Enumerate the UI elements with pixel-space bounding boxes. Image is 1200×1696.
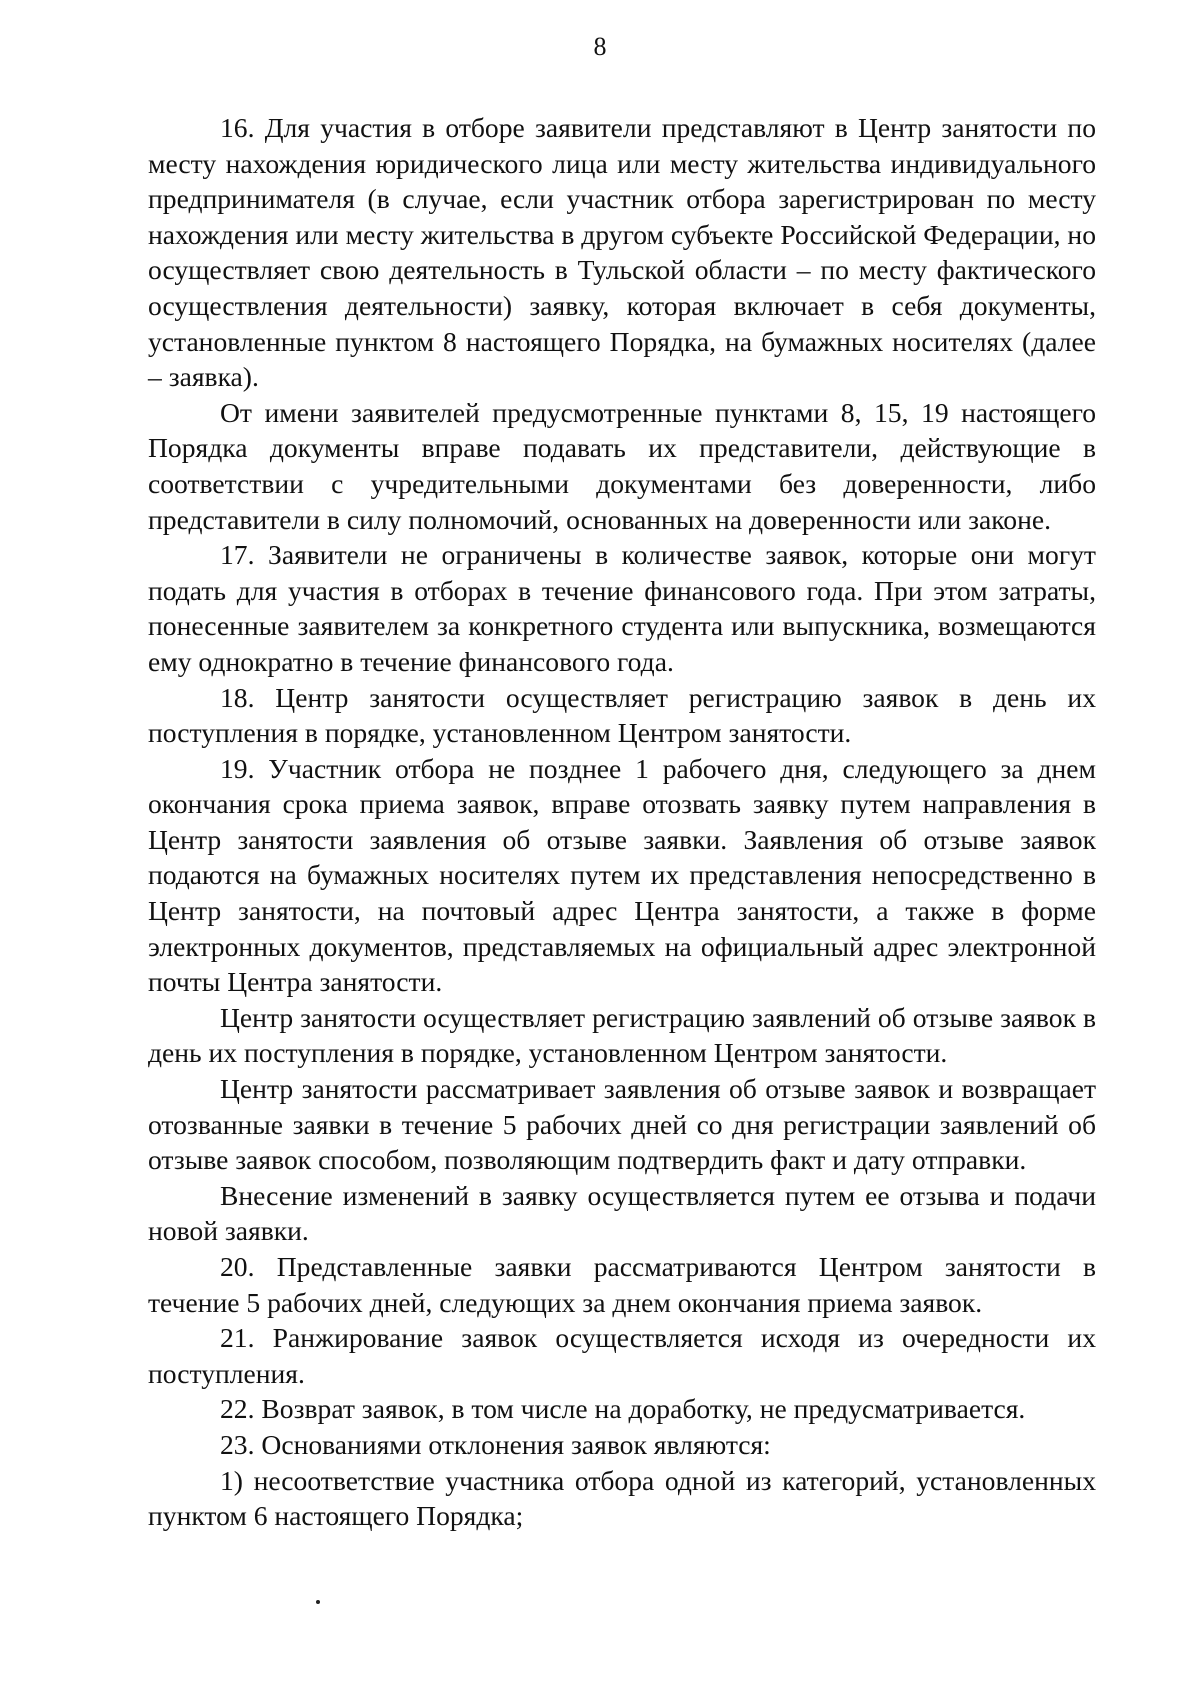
paragraph-amendments: Внесение изменений в заявку осуществляется путем ее отзыва и подачи новой заявки. bbox=[148, 1179, 1096, 1247]
paragraph-representatives: От имени заявителей предусмотренные пунктами 8, 15, 19 настоящего Порядка документы вправе подавать их представители, действующие в соответствии с учредительными документами без доверенности, либо представители в силу полномочий, основанных на доверенности или законе. bbox=[148, 396, 1096, 535]
paragraph-17: 17. Заявители не ограничены в количестве заявок, которые они могут подать для участия в отборах в течение финансового года. При этом затраты, понесенные заявителем за конкретного студента или выпускника, возмещаются ему однократно в течение финансового года. bbox=[148, 539, 1096, 677]
paragraph-withdrawal-registration: Центр занятости осуществляет регистрацию заявлений об отзыве заявок в день их поступления в порядке, установленном Центром занятости. bbox=[148, 1001, 1096, 1069]
paragraph-16: 16. Для участия в отборе заявители представляют в Центр занятости по месту нахождения юридического лица или месту жительства индивидуального предпринимателя (в случае, если участник отбора зарегистрирован по месту нахождения или месту жительства в другом субъекте Российской Федерации, но осуществляет свою деятельность в Тульской области – по месту фактического осуществления деятельности) заявку, которая включает в себя документы, установленные пунктом 8 настоящего Порядка, на бумажных носителях (далее – заявка). bbox=[148, 112, 1096, 393]
paragraph-withdrawal-review: Центр занятости рассматривает заявления об отзыве заявок и возвращает отозванные заявки в течение 5 рабочих дней со дня регистрации заявлений об отзыве заявок способом, позволяющим подтвердить факт и дату отправки. bbox=[148, 1073, 1096, 1176]
paragraph-18: 18. Центр занятости осуществляет регистрацию заявок в день их поступления в порядке, установленном Центром занятости. bbox=[148, 681, 1096, 749]
paragraph-19: 19. Участник отбора не позднее 1 рабочего дня, следующего за днем окончания срока приема заявок, вправе отозвать заявку путем направления в Центр занятости заявления об отзыве заявки. Заявления об отзыве заявок подаются на бумажных носителях путем их представления непосредственно в Центр занятости, на почтовый адрес Центра занятости, а также в форме электронных документов, представляемых на официальный адрес электронной почты Центра занятости. bbox=[148, 752, 1096, 998]
paragraph-21: 21. Ранжирование заявок осуществляется исходя из очередности их поступления. bbox=[148, 1322, 1096, 1389]
paragraph-22: 22. Возврат заявок, в том числе на доработку, не предусматривается. bbox=[220, 1393, 1026, 1425]
paragraph-23-item-1: 1) несоответствие участника отбора одной из категорий, установленных пунктом 6 настоящего Порядка; bbox=[148, 1464, 1096, 1532]
scan-speck bbox=[316, 1600, 320, 1604]
page-number: 8 bbox=[593, 32, 607, 61]
paragraph-23: 23. Основаниями отклонения заявок являются: bbox=[220, 1428, 771, 1460]
document-body bbox=[148, 110, 1096, 1534]
paragraph-20: 20. Представленные заявки рассматриваются Центром занятости в течение 5 рабочих дней, следующих за днем окончания приема заявок. bbox=[148, 1251, 1096, 1318]
